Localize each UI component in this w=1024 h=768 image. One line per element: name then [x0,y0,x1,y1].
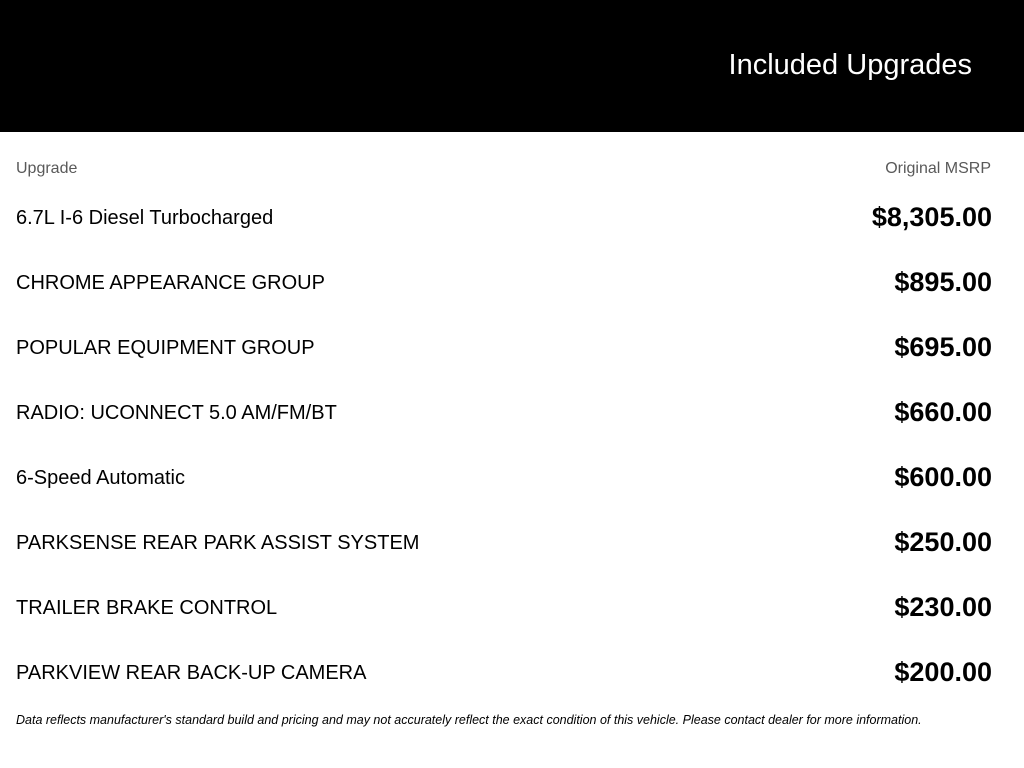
upgrade-price: $895.00 [894,267,992,297]
upgrade-price: $200.00 [894,657,992,687]
upgrade-name: RADIO: UCONNECT 5.0 AM/FM/BT [16,402,337,424]
list-item [16,445,992,510]
header-banner [0,0,1024,132]
upgrade-name: TRAILER BRAKE CONTROL [16,597,278,619]
column-header-msrp: Original MSRP [885,160,991,177]
upgrade-name: 6-Speed Automatic [16,467,185,489]
disclaimer-text: Data reflects manufacturer's standard build and pricing and may not accurately reflect the exact condition of this vehicle. Please contact dealer for more information. [16,713,922,727]
list-item [16,315,992,380]
upgrade-name: CHROME APPEARANCE GROUP [16,272,325,294]
list-item [16,510,992,575]
page-title: Included Upgrades [728,49,972,81]
upgrade-name: PARKSENSE REAR PARK ASSIST SYSTEM [16,532,420,554]
upgrade-price: $695.00 [894,332,992,362]
upgrade-price: $230.00 [894,592,992,622]
upgrade-name: PARKVIEW REAR BACK-UP CAMERA [16,662,367,684]
upgrades-list [16,185,992,705]
column-header-upgrade: Upgrade [16,160,78,177]
upgrade-price: $8,305.00 [871,202,992,232]
list-item [16,380,992,445]
list-item [16,250,992,315]
upgrade-name: POPULAR EQUIPMENT GROUP [16,337,315,359]
list-item [16,575,992,640]
upgrade-price: $250.00 [894,527,992,557]
upgrade-price: $660.00 [894,397,992,427]
upgrade-name: 6.7L I-6 Diesel Turbocharged [16,207,274,229]
upgrade-price: $600.00 [894,462,992,492]
list-item [16,640,992,705]
column-headers [16,160,991,180]
list-item [16,185,992,250]
